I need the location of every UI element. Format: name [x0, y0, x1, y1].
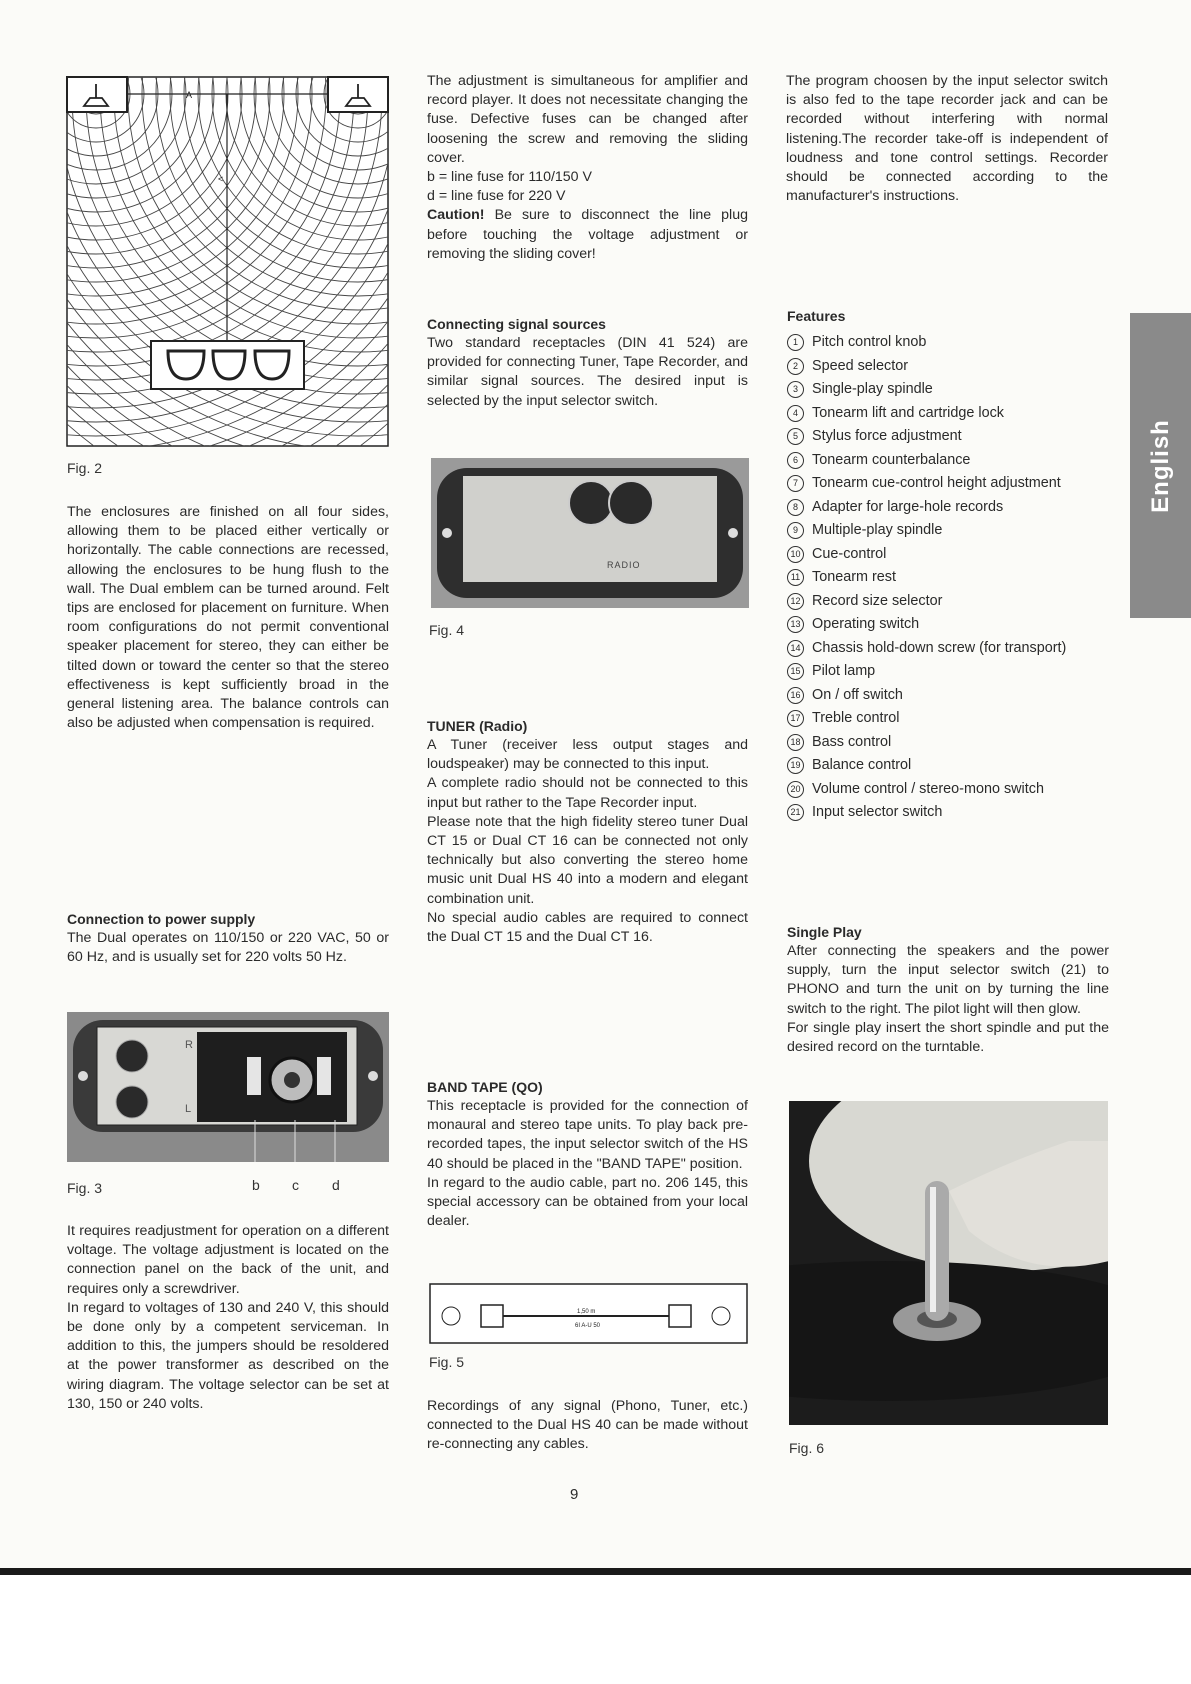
fig2-speaker-diagram	[66, 76, 389, 447]
fig6-spindle-photo	[789, 1101, 1108, 1425]
feature-label: Tonearm cue-control height adjustment	[812, 475, 1061, 492]
language-tab-english	[1130, 313, 1191, 618]
feature-number: 20	[787, 781, 804, 798]
feature-item	[787, 707, 1117, 731]
feature-number: 19	[787, 757, 804, 774]
feature-label: Tonearm rest	[812, 569, 896, 586]
feature-label: Cue-control	[812, 545, 887, 562]
program-paragraph: The program choosen by the input selector switch is also fed to the tape recorder jack and can be recorded without interfering with normal listening.The recorder take-off is independent of loudness and tone control settings. Recorder should be connected according to the manufacturer's instructions.	[786, 73, 1108, 205]
caution-label: Caution!	[427, 207, 485, 224]
feature-item	[787, 496, 1117, 520]
feature-label: Treble control	[812, 710, 900, 727]
feature-number: 7	[787, 475, 804, 492]
feature-item	[787, 801, 1117, 825]
features-list	[787, 331, 1117, 825]
band-tape-heading: BAND TAPE (QO)	[427, 1079, 543, 1095]
feature-number: 16	[787, 687, 804, 704]
readjust-paragraph-2: In regard to voltages of 130 and 240 V, this should be done only by a competent serviceman. In addition to this, the jumpers should be resoldered at the power transformer as described on the wiring diagram. The voltage selector can be set at 130, 150 or 240 volts.	[67, 1299, 389, 1412]
fig5-cable-diagram	[429, 1283, 748, 1344]
single-play-paragraph-1: After connecting the speakers and the power supply, turn the input selector switch (21) to PHONO and turn the unit on by turning the line switch to the right. The pilot light will then glow.	[787, 943, 1109, 1017]
tuner-paragraph-2: A complete radio should not be connected to this input but rather to the Tape Recorder input.	[427, 775, 748, 811]
fig3-label-b: b	[252, 1177, 260, 1193]
feature-label: Pilot lamp	[812, 663, 876, 680]
caution-paragraph	[427, 206, 748, 264]
feature-item	[787, 331, 1117, 355]
caution-text: Be sure to disconnect the line plug before touching the voltage adjustment or removing the sliding cover!	[427, 207, 748, 262]
fig3-label-c: c	[292, 1177, 299, 1193]
features-heading: Features	[787, 308, 846, 324]
tape-symbol: (QO)	[511, 1079, 543, 1095]
feature-number: 15	[787, 663, 804, 680]
recordings-paragraph: Recordings of any signal (Phono, Tuner, etc.) connected to the Dual HS 40 can be made without re-connecting any cables.	[427, 1398, 748, 1453]
feature-item	[787, 613, 1117, 637]
language-tab-label: English	[1146, 418, 1174, 513]
feature-item	[787, 660, 1117, 684]
feature-number: 3	[787, 381, 804, 398]
band-tape-paragraph-2: In regard to the audio cable, part no. 206 145, this special accessory can be obtained from your local dealer.	[427, 1174, 748, 1230]
signal-sources-paragraph: Two standard receptacles (DIN 41 524) are provided for connecting Tuner, Tape Recorder, and similar signal sources. The desired input is selected by the input selector switch.	[427, 335, 748, 409]
feature-label: Stylus force adjustment	[812, 428, 962, 445]
feature-label: Chassis hold-down screw (for transport)	[812, 639, 1067, 656]
fig3-connection-panel-photo	[67, 1012, 389, 1162]
fig4-caption: Fig. 4	[429, 622, 465, 638]
feature-label: Balance control	[812, 757, 912, 774]
feature-label: Tonearm counterbalance	[812, 451, 971, 468]
feature-number: 5	[787, 428, 804, 445]
feature-label: Input selector switch	[812, 804, 943, 821]
feature-item	[787, 731, 1117, 755]
feature-item	[787, 637, 1117, 661]
feature-number: 18	[787, 734, 804, 751]
fig4-radio-label: RADIO	[607, 560, 641, 570]
svg-text:<: <	[218, 174, 224, 184]
feature-label: Single-play spindle	[812, 381, 933, 398]
feature-number: 12	[787, 593, 804, 610]
feature-number: 11	[787, 569, 804, 586]
page-number: 9	[570, 1486, 579, 1503]
signal-sources-heading: Connecting signal sources	[427, 316, 606, 332]
fig3-panel-l: L	[185, 1103, 192, 1115]
feature-number: 17	[787, 710, 804, 727]
feature-number: 6	[787, 452, 804, 469]
feature-number: 14	[787, 640, 804, 657]
tuner-heading: TUNER (Radio)	[427, 718, 528, 734]
band-tape-paragraph-1: This receptacle is provided for the connection of monaural and stereo tape units. To play back pre-recorded tapes, the input selector switch of the HS 40 should be placed in the "BAND TAPE" position.	[427, 1098, 748, 1172]
feature-item	[787, 472, 1117, 496]
feature-item	[787, 519, 1117, 543]
feature-label: Operating switch	[812, 616, 920, 633]
feature-label: Bass control	[812, 733, 892, 750]
tuner-paragraph-4: No special audio cables are required to connect the Dual CT 15 and the Dual CT 16.	[427, 909, 748, 946]
fig6-caption: Fig. 6	[789, 1440, 825, 1456]
fig3-caption: Fig. 3	[67, 1180, 103, 1196]
feature-item	[787, 425, 1117, 449]
fuse-b-line: b = line fuse for 110/150 V	[427, 169, 592, 186]
feature-number: 8	[787, 499, 804, 516]
feature-number: 1	[787, 334, 804, 351]
feature-item	[787, 590, 1117, 614]
feature-label: Speed selector	[812, 357, 908, 374]
feature-number: 4	[787, 405, 804, 422]
feature-item	[787, 378, 1117, 402]
single-play-paragraph-2: For single play insert the short spindle and put the desired record on the turntable.	[787, 1019, 1109, 1056]
fig5-caption: Fig. 5	[429, 1354, 465, 1370]
feature-number: 10	[787, 546, 804, 563]
feature-number: 21	[787, 804, 804, 821]
feature-item	[787, 543, 1117, 567]
feature-item	[787, 566, 1117, 590]
tuner-paragraph-1: A Tuner (receiver less output stages and loudspeaker) may be connected to this input.	[427, 737, 748, 773]
single-play-heading: Single Play	[787, 924, 862, 940]
adjustment-paragraph: The adjustment is simultaneous for amplifier and record player. It does not necessitate changing the fuse. Defective fuses can be changed after loosening the screw and removing the sliding cover.	[427, 73, 748, 166]
feature-item	[787, 402, 1117, 426]
fig4-receptacles-photo	[431, 458, 749, 608]
fig5-cable-part: 6I A-U 50	[575, 1323, 601, 1329]
fig3-label-d: d	[332, 1177, 340, 1193]
fig3-panel-r: R	[185, 1039, 193, 1051]
tuner-paragraph-3: Please note that the high fidelity stereo tuner Dual CT 15 or Dual CT 16 can be connected not only technically but also converting the stereo home music unit Dual HS 40 into a modern and elegant combination unit.	[427, 813, 748, 907]
feature-label: Adapter for large-hole records	[812, 498, 1004, 515]
feature-number: 13	[787, 616, 804, 633]
feature-item	[787, 449, 1117, 473]
feature-label: Pitch control knob	[812, 334, 927, 351]
feature-number: 2	[787, 358, 804, 375]
feature-item	[787, 754, 1117, 778]
feature-label: Volume control / stereo-mono switch	[812, 780, 1044, 797]
enclosures-paragraph: The enclosures are finished on all four sides, allowing them to be placed either vertically or horizontally. The cable connections are recessed, allowing the enclosures to be hung flush to the wall. The Dual emblem can be turned around. Felt tips are enclosed for placement on furniture. When room configurations do not permit conventional speaker placement for stereo, they can either be tilted down or toward the center so that the stereo effectiveness is kept sufficiently broad in the general listening area. The balance controls can also be adjusted when compensation is required.	[67, 504, 389, 732]
feature-number: 9	[787, 522, 804, 539]
feature-item	[787, 684, 1117, 708]
feature-label: Multiple-play spindle	[812, 522, 943, 539]
feature-label: Record size selector	[812, 592, 943, 609]
power-supply-heading: Connection to power supply	[67, 911, 256, 927]
feature-item	[787, 355, 1117, 379]
feature-item	[787, 778, 1117, 802]
fig2-label-a: A	[186, 90, 193, 100]
power-supply-paragraph: The Dual operates on 110/150 or 220 VAC, 50 or 60 Hz, and is usually set for 220 volts 50 Hz.	[67, 930, 389, 966]
fuse-d-line: d = line fuse for 220 V	[427, 188, 566, 205]
fig2-caption: Fig. 2	[67, 460, 103, 476]
feature-label: On / off switch	[812, 686, 903, 703]
page-margin	[0, 1575, 1191, 1684]
fig5-cable-length: 1,50 m	[577, 1309, 596, 1315]
feature-label: Tonearm lift and cartridge lock	[812, 404, 1004, 421]
readjust-paragraph-1: It requires readjustment for operation on a different voltage. The voltage adjustment is located on the connection panel on the back of the unit, and requires only a screwdriver.	[67, 1223, 389, 1297]
